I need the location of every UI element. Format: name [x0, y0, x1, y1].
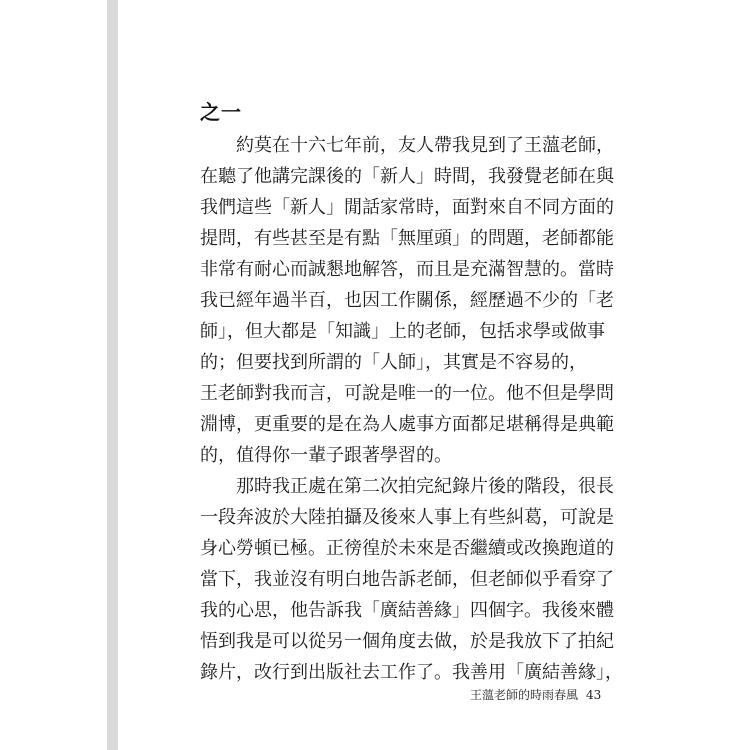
text-line: 的；但要找到所謂的「人師」，其實是不容易的， — [200, 352, 587, 373]
text-line: 錄片，改行到出版社去工作了。我善用「廣結善緣」， — [200, 662, 623, 683]
text-line: 在聽了他講完課後的「新人」時間，我發覺老師在與 — [200, 166, 614, 187]
text-line: 約莫在十六七年前，友人帶我見到了王薀老師， — [200, 135, 614, 156]
text-line: 我的心思，他告訴我「廣結善緣」四個字。我後來體 — [200, 600, 614, 621]
body-text — [200, 130, 623, 688]
text-line: 的，值得你一輩子跟著學習的。 — [200, 445, 452, 466]
text-line: 王老師對我而言，可說是唯一的一位。他不但是學問 — [200, 383, 614, 404]
text-line: 師」，但大都是「知識」上的老師，包括求學或做事 — [200, 321, 605, 342]
text-line: 一段奔波於大陸拍攝及後來人事上有些糾葛，可說是 — [200, 507, 614, 528]
text-line: 當下，我並沒有明白地告訴老師，但老師似乎看穿了 — [200, 569, 614, 590]
running-footer — [470, 686, 600, 703]
text-line: 非常有耐心而誠懇地解答，而且是充滿智慧的。當時 — [200, 259, 614, 280]
section-heading: 之一 — [200, 100, 242, 124]
text-line: 提問，有些甚至是有點「無厘頭」的問題，老師都能 — [200, 228, 614, 249]
page-gutter-shadow — [107, 0, 118, 750]
text-line: 那時我正處在第二次拍完紀錄片後的階段，很長 — [200, 476, 614, 497]
text-line: 悟到我是可以從另一個角度去做，於是我放下了拍紀 — [200, 631, 614, 652]
text-line: 我們這些「新人」閒話家常時，面對來自不同方面的 — [200, 197, 614, 218]
text-line: 淵博，更重要的是在為人處事方面都足堪稱得是典範 — [200, 414, 614, 435]
text-line: 身心勞頓已極。正徬徨於未來是否繼續或改換跑道的 — [200, 538, 614, 559]
page-number: 43 — [586, 688, 602, 702]
text-line: 我已經年過半百，也因工作關係，經歷過不少的「老 — [200, 290, 614, 311]
running-title: 王薀老師的時雨春風 — [470, 688, 579, 702]
